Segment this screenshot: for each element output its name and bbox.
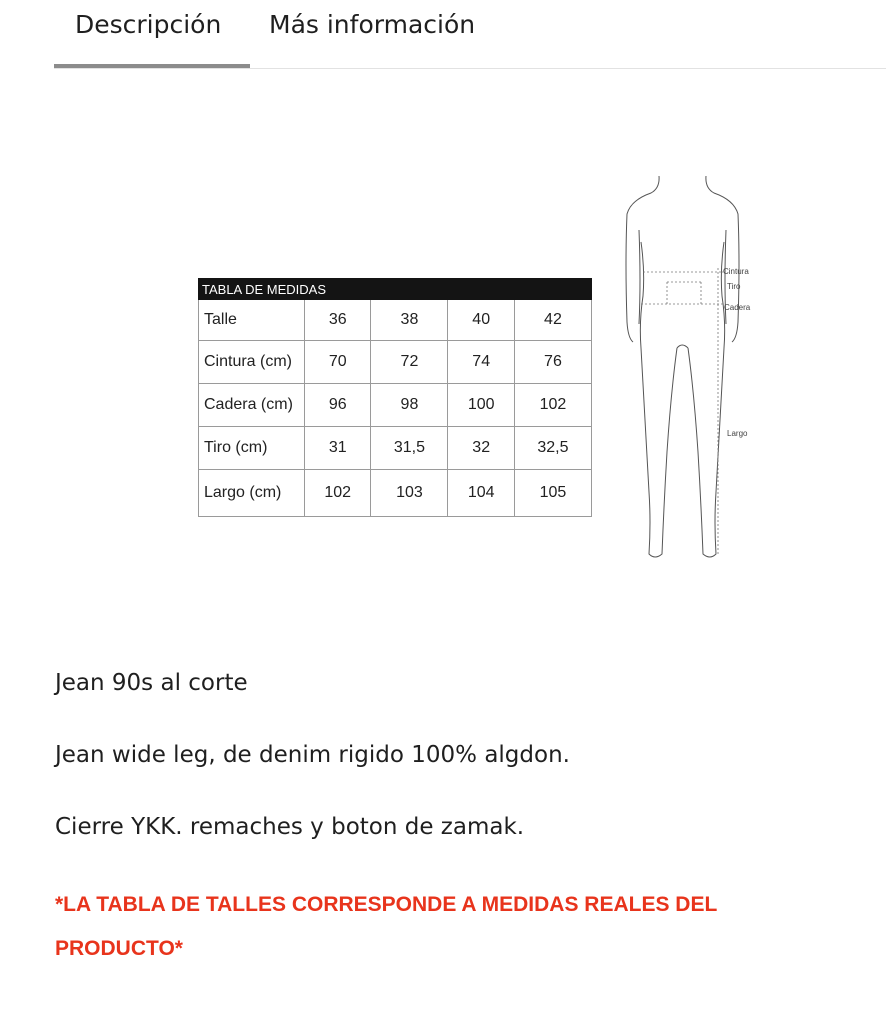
tab-mas-informacion[interactable]: Más información xyxy=(269,10,476,39)
table-cell: 36 xyxy=(305,300,371,341)
table-cell: 32 xyxy=(448,427,514,470)
table-cell: 98 xyxy=(371,384,448,427)
table-cell: 76 xyxy=(514,341,591,384)
table-row xyxy=(199,470,592,517)
label-cintura: Cintura xyxy=(723,267,749,276)
active-tab-indicator xyxy=(54,64,250,68)
table-cell: 102 xyxy=(305,470,371,517)
size-notice: *LA TABLA DE TALLES CORRESPONDE A MEDIDAS REALES DEL PRODUCTO* xyxy=(55,893,717,960)
table-row xyxy=(199,300,592,341)
table-cell: 31,5 xyxy=(371,427,448,470)
table-row xyxy=(199,384,592,427)
size-table xyxy=(198,278,592,517)
table-cell: 100 xyxy=(448,384,514,427)
body-measurement-figure xyxy=(621,172,766,562)
table-cell: 40 xyxy=(448,300,514,341)
table-cell: 42 xyxy=(514,300,591,341)
table-cell: 70 xyxy=(305,341,371,384)
size-table-title: TABLA DE MEDIDAS xyxy=(199,279,592,300)
tab-descripcion[interactable]: Descripción xyxy=(75,10,222,39)
table-cell: 31 xyxy=(305,427,371,470)
label-largo: Largo xyxy=(727,429,748,438)
product-material-text: Jean wide leg, de denim rigido 100% algdon. xyxy=(55,742,570,768)
label-cadera: Cadera xyxy=(724,303,751,312)
table-cell: 38 xyxy=(371,300,448,341)
table-row xyxy=(199,341,592,384)
row-label: Cintura (cm) xyxy=(199,341,305,384)
row-label: Talle xyxy=(199,300,305,341)
product-details-text: Cierre YKK. remaches y boton de zamak. xyxy=(55,814,525,840)
table-cell: 103 xyxy=(371,470,448,517)
table-cell: 72 xyxy=(371,341,448,384)
label-tiro: Tiro xyxy=(727,282,741,291)
table-cell: 74 xyxy=(448,341,514,384)
body-outline-icon xyxy=(621,172,766,562)
product-title-text: Jean 90s al corte xyxy=(55,670,248,696)
product-tabs xyxy=(54,0,886,69)
row-label: Tiro (cm) xyxy=(199,427,305,470)
row-label: Largo (cm) xyxy=(199,470,305,517)
row-label: Cadera (cm) xyxy=(199,384,305,427)
table-cell: 105 xyxy=(514,470,591,517)
table-cell: 102 xyxy=(514,384,591,427)
table-cell: 104 xyxy=(448,470,514,517)
table-cell: 32,5 xyxy=(514,427,591,470)
table-cell: 96 xyxy=(305,384,371,427)
size-chart-image xyxy=(196,172,766,562)
table-row xyxy=(199,427,592,470)
